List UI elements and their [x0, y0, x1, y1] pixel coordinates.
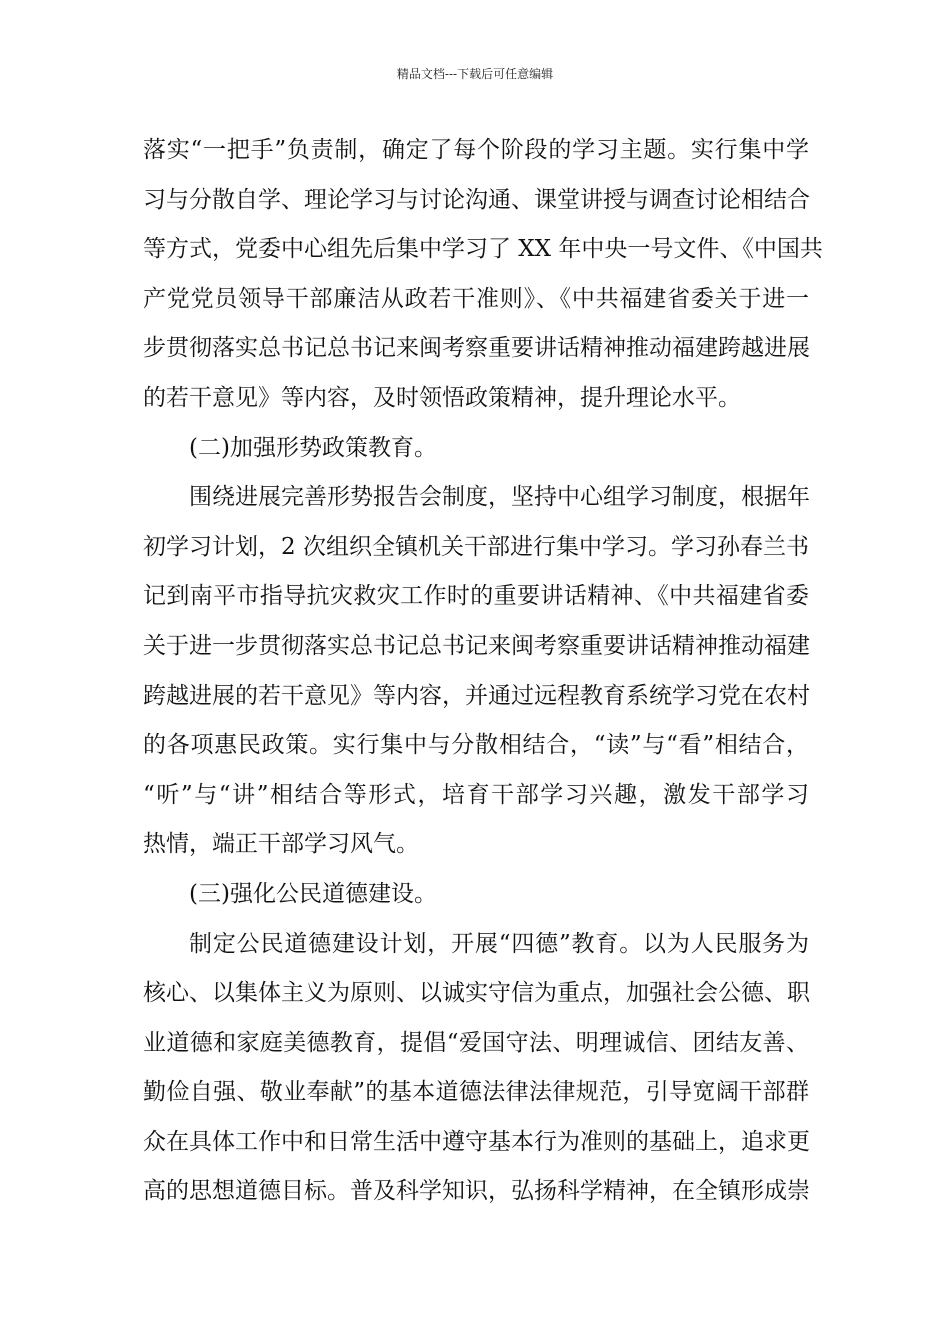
body-text	[143, 126, 823, 1217]
text-line: 勤俭自强、敬业奉献”的基本道德法律法律规范，引导宽阔干部群	[143, 1079, 809, 1106]
text-line: 步贯彻落实总书记总书记来闽考察重要讲话精神推动福建跨越进展	[143, 335, 810, 362]
page-header: 精品文档---下载后可任意编辑	[396, 67, 554, 81]
text-line: 热情，端正干部学习风气。	[143, 831, 419, 858]
text-line: 高的思想道德目标。普及科学知识，弘扬科学精神，在全镇形成崇	[143, 1178, 810, 1205]
text-line: 产党党员领导干部廉洁从政若干准则》、《中共福建省委关于进一	[143, 285, 809, 312]
text-line: 围绕进展完善形势报告会制度，坚持中心组学习制度，根据年	[189, 484, 810, 511]
text-line: 跨越进展的若干意见》等内容，并通过远程教育系统学习党在农村	[143, 682, 810, 709]
text-line: 核心、以集体主义为原则、以诚实守信为重点，加强社会公德、职	[143, 980, 810, 1007]
text-line: 习与分散自学、理论学习与讨论沟通、课堂讲授与调查讨论相结合	[143, 186, 810, 213]
text-line: 等方式，党委中心组先后集中学习了 XX 年中央一号文件、《中国共	[143, 236, 823, 263]
text-line: 记到南平市指导抗灾救灾工作时的重要讲话精神、《中共福建省委	[143, 583, 809, 610]
text-line: 制定公民道德建设计划，开展“四德”教育。以为人民服务为	[189, 930, 809, 957]
text-line: 众在具体工作中和日常生活中遵守基本行为准则的基础上，追求更	[143, 1128, 810, 1155]
text-line: 的各项惠民政策。实行集中与分散相结合，“读”与“看”相结合，	[143, 732, 809, 759]
text-line: (三)强化公民道德建设。	[189, 880, 437, 907]
text-line: 业道德和家庭美德教育，提倡“爱国守法、明理诚信、团结友善、	[143, 1029, 809, 1056]
text-line: “听”与“讲”相结合等形式，培育干部学习兴趣，激发干部学习	[143, 781, 809, 808]
text-line: 初学习计划，2 次组织全镇机关干部进行集中学习。学习孙春兰书	[143, 533, 809, 560]
text-line: 落实“一把手”负责制，确定了每个阶段的学习主题。实行集中学	[143, 137, 809, 163]
text-line: 的若干意见》等内容，及时领悟政策精神，提升理论水平。	[143, 384, 741, 411]
text-line: 关于进一步贯彻落实总书记总书记来闽考察重要讲话精神推动福建	[143, 632, 810, 659]
text-line: (二)加强形势政策教育。	[189, 434, 437, 461]
